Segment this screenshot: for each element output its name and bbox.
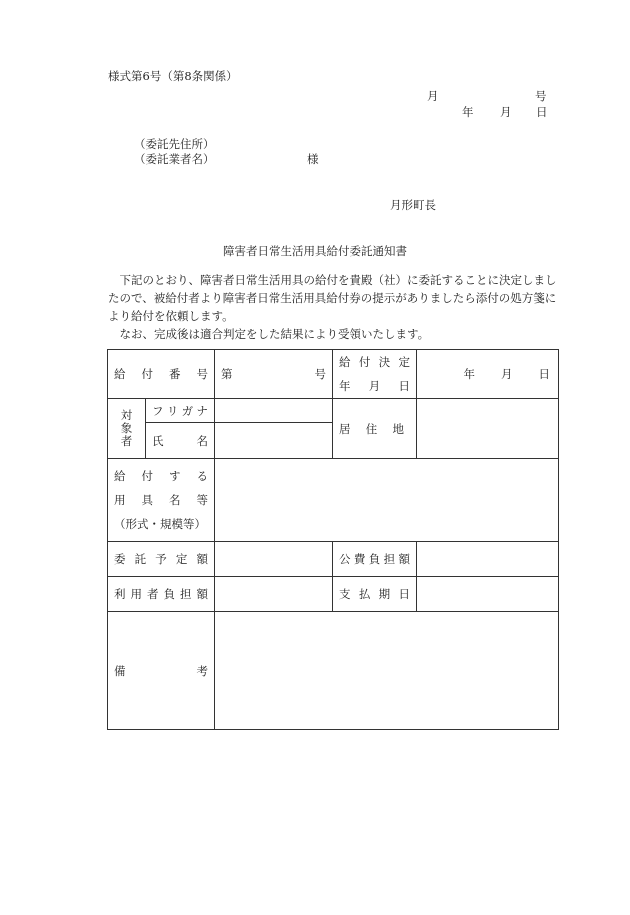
label-char: ガ xyxy=(181,403,194,418)
label-char: 託 xyxy=(134,552,147,566)
label-kyufu-kettei xyxy=(333,350,417,399)
issuer-name: 月形町長 xyxy=(390,198,436,212)
label-char: 負 xyxy=(163,587,175,601)
label-char: 額 xyxy=(398,552,410,566)
label-char: 額 xyxy=(196,552,208,566)
date-day: 日 xyxy=(536,105,548,119)
row-furigana xyxy=(108,399,559,423)
label-char: 月 xyxy=(368,379,381,393)
label-char: 住 xyxy=(365,421,378,436)
body-paragraph-2: なお、完成後は適合判定をした結果により受領いたします。 xyxy=(119,327,430,341)
label-char: す xyxy=(169,469,181,483)
label-char: 名 xyxy=(196,433,208,448)
value-shimei xyxy=(215,423,333,459)
honorific: 様 xyxy=(307,152,319,166)
label-char: 日 xyxy=(398,587,410,601)
value-itaku-yotei xyxy=(215,542,333,577)
label-char: 給 xyxy=(339,355,351,369)
label-char: 期 xyxy=(378,587,391,601)
doc-number-month: 月 xyxy=(427,89,439,103)
label-shimei xyxy=(146,423,215,459)
label-kyojuchi xyxy=(333,399,417,459)
label-char: 用 xyxy=(130,587,142,601)
label-char: る xyxy=(196,469,208,483)
label-taishosha xyxy=(108,399,146,459)
label-riyosha-futan xyxy=(108,577,215,612)
label-shiharai-kijitsu xyxy=(333,577,417,612)
date-year: 年 xyxy=(462,105,474,119)
label-char: 番 xyxy=(169,367,181,381)
label-char: 用 xyxy=(114,493,126,507)
label-char: 者 xyxy=(120,434,133,448)
label-char: 給 xyxy=(114,469,126,483)
label-char: 象 xyxy=(120,421,133,435)
label-char: 委 xyxy=(114,552,126,566)
label-char: 等 xyxy=(196,493,208,507)
label-char: 号 xyxy=(196,367,208,381)
row-itaku-yotei xyxy=(108,542,559,577)
date-year-cell: 年 xyxy=(463,367,475,381)
label-char: フ xyxy=(152,403,164,418)
row-kyufu-bango xyxy=(108,350,559,399)
document-title: 障害者日常生活用具給付委託通知書 xyxy=(223,244,407,258)
label-char: 名 xyxy=(169,493,181,507)
yougu-format-note: （形式・規模等） xyxy=(114,517,206,531)
body-paragraph-1: 下記のとおり、障害者日常生活用具の給付を貴殿（社）に委託することに決定しましたので、被給付者より障害者日常生活用具給付券の提示がありましたら添付の処方箋により給付を依頼します。 xyxy=(108,273,557,323)
label-char: 担 xyxy=(383,552,396,566)
label-furigana xyxy=(146,399,215,423)
date-month: 月 xyxy=(500,105,512,119)
label-biko xyxy=(108,612,215,730)
label-yougu xyxy=(108,459,215,542)
label-char: 氏 xyxy=(152,433,164,448)
label-char: 付 xyxy=(141,469,153,483)
value-furigana xyxy=(215,399,333,423)
label-char: 定 xyxy=(175,552,188,566)
label-char: リ xyxy=(166,403,179,418)
label-char: 日 xyxy=(398,379,410,393)
label-char: 支 xyxy=(339,587,351,601)
value-shiharai-kijitsu xyxy=(417,577,559,612)
label-char: 考 xyxy=(196,663,208,678)
label-char: 居 xyxy=(339,421,351,436)
label-char: 費 xyxy=(353,552,366,566)
label-char: 定 xyxy=(398,355,410,369)
label-char: 付 xyxy=(358,355,371,369)
doc-number-suffix: 号 xyxy=(535,89,547,103)
label-char: 付 xyxy=(141,367,153,381)
value-biko xyxy=(215,612,559,730)
label-char: 予 xyxy=(155,552,167,566)
label-char: 公 xyxy=(339,552,351,566)
label-char: 年 xyxy=(339,379,351,393)
value-riyosha-futan xyxy=(215,577,333,612)
label-char: 給 xyxy=(114,367,126,381)
go-label: 号 xyxy=(314,367,326,381)
label-char: 対 xyxy=(120,408,133,422)
value-kohi-futan xyxy=(417,542,559,577)
value-kyojuchi xyxy=(417,399,559,459)
notification-form-table xyxy=(107,349,559,730)
contractor-address-label: （委託先住所） xyxy=(134,137,215,151)
label-char: 額 xyxy=(196,587,208,601)
label-kyufu-bango xyxy=(108,350,215,399)
label-char: 払 xyxy=(358,587,371,601)
value-kyufu-bango xyxy=(215,350,333,399)
row-yougu xyxy=(108,459,559,542)
contractor-name-label: （委託業者名） xyxy=(134,152,215,166)
date-month-cell: 月 xyxy=(501,367,513,381)
value-yougu xyxy=(215,459,559,542)
value-kettei-date xyxy=(417,350,559,399)
label-char: ナ xyxy=(196,403,208,418)
label-itaku-yotei xyxy=(108,542,215,577)
label-char: 利 xyxy=(114,587,126,601)
label-char: 地 xyxy=(392,421,404,436)
label-char: 担 xyxy=(180,587,192,601)
row-riyosha-futan xyxy=(108,577,559,612)
label-char: 具 xyxy=(141,493,153,507)
label-char: 備 xyxy=(114,663,126,678)
label-char: 負 xyxy=(368,552,381,566)
form-number: 様式第6号（第8条関係） xyxy=(108,69,238,83)
label-char: 者 xyxy=(147,587,159,601)
dai-label: 第 xyxy=(221,367,233,381)
row-biko xyxy=(108,612,559,730)
label-kohi-futan xyxy=(333,542,417,577)
date-day-cell: 日 xyxy=(538,367,550,381)
label-char: 決 xyxy=(378,355,391,369)
